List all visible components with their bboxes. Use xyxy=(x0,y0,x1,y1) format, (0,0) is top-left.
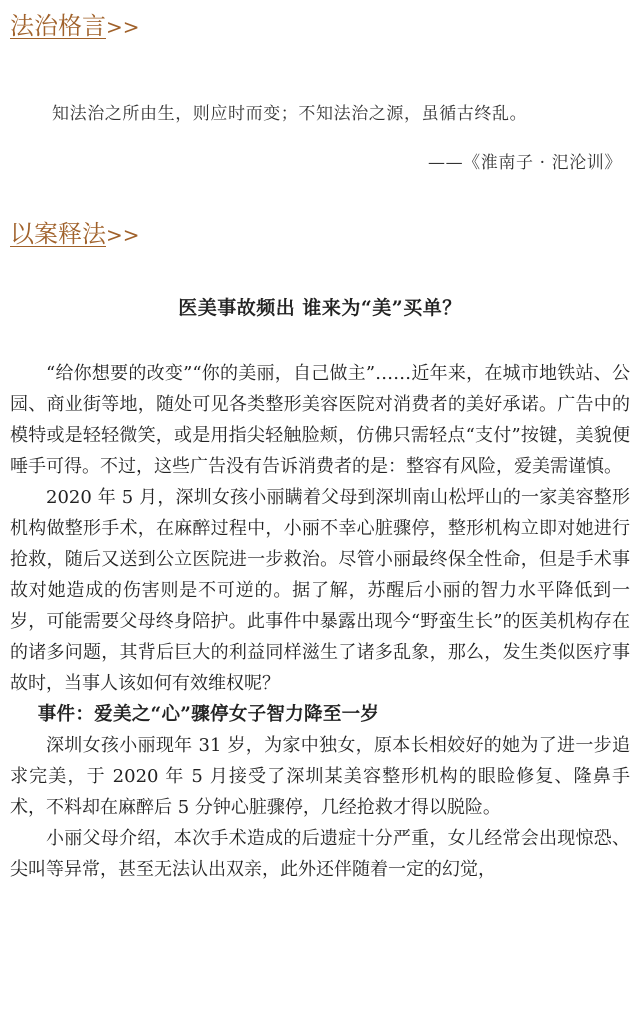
article-paragraph: 2020 年 5 月，深圳女孩小丽瞒着父母到深圳南山松坪山的一家美容整形机构做整形手术，在麻醉过程中，小丽不幸心脏骤停，整形机构立即对她进行抢救，随后又送到公立医院进一步救治。尽管小丽最终保全性命，但是手术事故对她造成的伤害则是不可逆的。据了解，苏醒后小丽的智力水平降低到一岁，可能需要父母终身陪护。此事件中暴露出现今“野蛮生长”的医美机构存在的诸多问题，其背后巨大的利益同样滋生了诸多乱象，那么，发生类似医疗事故时，当事人该如何有效维权呢？ xyxy=(10,487,630,694)
section-header-case-explanation xyxy=(10,219,140,250)
section-title: 以案释法 xyxy=(10,220,106,248)
article-paragraph: 深圳女孩小丽现年 31 岁，为家中独女，原本长相姣好的她为了进一步追求完美，于 2020 年 5 月接受了深圳某美容整形机构的眼睑修复、隆鼻手术，不料却在麻醉后 5 分钟心脏骤停，几经抢救才得以脱险。 xyxy=(10,735,630,818)
section-header-legal-maxim xyxy=(10,11,140,42)
maxim-source: ——《淮南子 · 汜沦训》 xyxy=(427,153,622,173)
article-paragraph: 小丽父母介绍，本次手术造成的后遗症十分严重，女儿经常会出现惊恐、尖叫等异常，甚至无法认出双亲，此外还伴随着一定的幻觉， xyxy=(10,828,630,880)
section-arrow: >> xyxy=(106,15,140,39)
section-title: 法治格言 xyxy=(10,12,106,40)
maxim-quote: 知法治之所由生，则应时而变；不知法治之源，虽循古终乱。 xyxy=(52,104,528,124)
event-heading: 事件：爱美之“心”骤停女子智力降至一岁 xyxy=(37,704,380,725)
article-body xyxy=(10,358,630,885)
article-paragraph: “给你想要的改变”“你的美丽，自己做主”……近年来，在城市地铁站、公园、商业街等地，随处可见各类整形美容医院对消费者的美好承诺。广告中的模特或是轻轻微笑，或是用指尖轻触脸颊，仿佛只需轻点“支付”按键，美貌便唾手可得。不过，这些广告没有告诉消费者的是：整容有风险，爱美需谨慎。 xyxy=(10,363,630,477)
section-arrow: >> xyxy=(106,223,140,247)
article-title: 医美事故频出 谁来为“美”买单？ xyxy=(178,297,462,319)
